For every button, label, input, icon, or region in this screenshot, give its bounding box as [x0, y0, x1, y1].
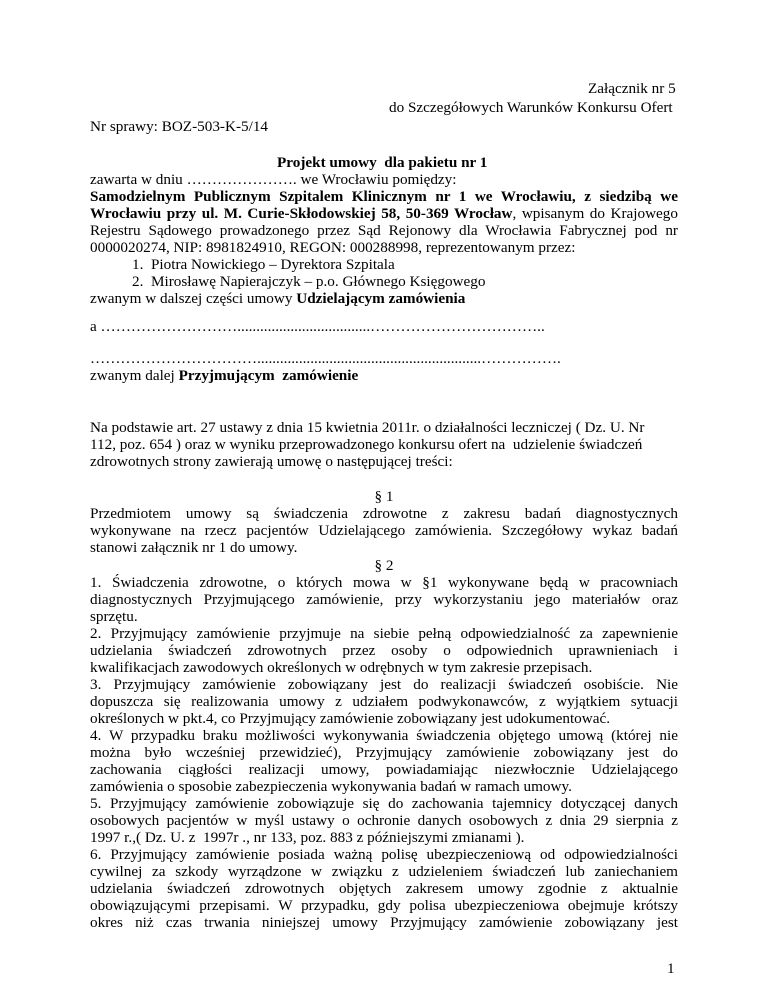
- paragraph-4-line: można było wcześniej przewidzieć), Przyjmujący zamówienie zobowiązany jest do: [90, 744, 678, 761]
- paragraph-6-line: udzielania świadczeń zdrowotnych objętych zakresem umowy zgodnie z aktualnie: [90, 880, 678, 897]
- section1-line-last: stanowi załącznik nr 1 do umowy.: [90, 539, 298, 556]
- legal-basis-line2: 112, poz. 654 ) oraz w wyniku przeprowadzonego konkursu ofert na udzielenie świadczeń: [90, 436, 643, 453]
- paragraph-1-line: diagnostycznych Przyjmującego zamówienie, przy wykorzystaniu jego materiałów oraz: [90, 591, 678, 608]
- paragraph-6-line: cywilnej za szkody wyrządzone w związku z udzieleniem świadczeń lub zaniechaniem: [90, 863, 678, 880]
- party1-registry-text: , wpisanym do Krajowego: [512, 205, 678, 222]
- party2-role: Przyjmującym zamówienie: [178, 367, 359, 384]
- paragraph-3-line: dopuszcza się realizowania umowy z udziałem podwykonawców, z wyjątkiem sytuacji: [90, 693, 678, 710]
- document-title: Projekt umowy dla pakietu nr 1: [277, 154, 488, 171]
- party1-address: Wrocławiu przy ul. M. Curie-Skłodowskiej 58, 50-369 Wrocław: [90, 205, 513, 222]
- paragraph-1-last: sprzętu.: [90, 608, 138, 625]
- section1-line: Przedmiotem umowy są świadczenia zdrowotne z zakresu badań diagnostycznych: [90, 505, 678, 522]
- paragraph-2-last: kwalifikacjach zawodowych określonych w odrębnych w tym zakresie przepisach.: [90, 659, 593, 676]
- paragraph-6-line: okres niż czas trwania niniejszej umowy Przyjmujący zamówienie zobowiązany jest: [90, 914, 678, 931]
- attachment-label: Załącznik nr 5: [588, 80, 676, 97]
- concluded-line: zawarta w dniu …………………. we Wrocławiu pomiędzy:: [90, 171, 457, 188]
- paragraph-2-line: udzielania świadczeń zdrowotnych przez osoby o odpowiednich uprawnieniach i: [90, 642, 678, 659]
- paragraph-6-line: 6. Przyjmujący zamówienie posiada ważną polisę ubezpieczeniową od odpowiedzialności: [90, 846, 678, 863]
- page-number: 1: [667, 960, 675, 977]
- party1-role: Udzielającym zamówienia: [296, 290, 466, 307]
- party1-name-line1: Samodzielnym Publicznym Szpitalem Klinicznym nr 1 we Wrocławiu, z siedzibą we: [90, 188, 678, 205]
- attachment-reference: do Szczegółowych Warunków Konkursu Ofert: [389, 99, 673, 116]
- legal-basis-line1: Na podstawie art. 27 ustawy z dnia 15 kwietnia 2011r. o działalności leczniczej ( Dz. U. Nr: [90, 419, 645, 436]
- paragraph-2-line: 2. Przyjmujący zamówienie przyjmuje na siebie pełną odpowiedzialność za zapewnienie: [90, 625, 678, 642]
- party1-called-line: [90, 290, 465, 307]
- party1-name-line2: [90, 205, 678, 222]
- section1-heading: § 1: [374, 488, 394, 505]
- section2-heading: § 2: [374, 557, 394, 574]
- paragraph-6-line: obowiązującymi przepisami. W przypadku, gdy polisa ubezpieczeniowa obejmuje krótszy: [90, 897, 678, 914]
- paragraph-5-line: 5. Przyjmujący zamówienie zobowiązuje się do zachowania tajemnicy dotyczącej danych: [90, 795, 678, 812]
- paragraph-4-line: zachowania ciągłości realizacji umowy, powiadamiając niezwłocznie Udzielającego: [90, 761, 678, 778]
- paragraph-3-last: określonych w pkt.4, co Przyjmujący zamówienie zobowiązany jest udokumentować.: [90, 710, 611, 727]
- party2-dots-line: ……………………………...........................................................…………….: [90, 350, 561, 367]
- section1-line: wykonywane na rzecz pacjentów Udzielającego zamówienia. Szczegółowy wykaz badań: [90, 522, 678, 539]
- paragraph-3-line: 3. Przyjmujący zamówienie zobowiązany jest do realizacji świadczeń osobiście. Nie: [90, 676, 678, 693]
- paragraph-1-line: 1. Świadczenia zdrowotne, o których mowa w §1 wykonywane będą w pracowniach: [90, 574, 678, 591]
- party1-registry-line: Rejestru Sądowego prowadzonego przez Sąd Rejonowy dla Wrocławia Fabrycznej pod nr: [90, 222, 678, 239]
- party2-called-text: zwanym dalej: [90, 367, 179, 384]
- party1-ids-line: 0000020274, NIP: 8981824910, REGON: 000288998, reprezentowanym przez:: [90, 239, 576, 256]
- paragraph-4-line: 4. W przypadku braku możliwości wykonywania świadczenia objętego umową (której nie: [90, 727, 678, 744]
- case-number: Nr sprawy: BOZ-503-K-5/14: [90, 118, 269, 135]
- paragraph-5-line: osobowych pacjentów w myśl ustawy o ochronie danych osobowych z dnia 29 sierpnia z: [90, 812, 678, 829]
- paragraph-5-last: 1997 r.,( Dz. U. z 1997r ., nr 133, poz. 883 z późniejszymi zmianami ).: [90, 829, 525, 846]
- party2-placeholder-line: a ………………………...................................……………………………..: [90, 318, 545, 335]
- paragraph-4-last: zamówienia o sposobie zabezpieczenia wykonywania badań w ramach umowy.: [90, 778, 572, 795]
- party2-called-line: [90, 367, 358, 384]
- representative-1: 1. Piotra Nowickiego – Dyrektora Szpitala: [132, 256, 395, 273]
- representative-2: 2. Mirosławę Napierajczyk – p.o. Głównego Księgowego: [132, 273, 486, 290]
- party1-called-text: zwanym w dalszej części umowy: [90, 290, 297, 307]
- legal-basis-line3: zdrowotnych strony zawierają umowę o następującej treści:: [90, 453, 453, 470]
